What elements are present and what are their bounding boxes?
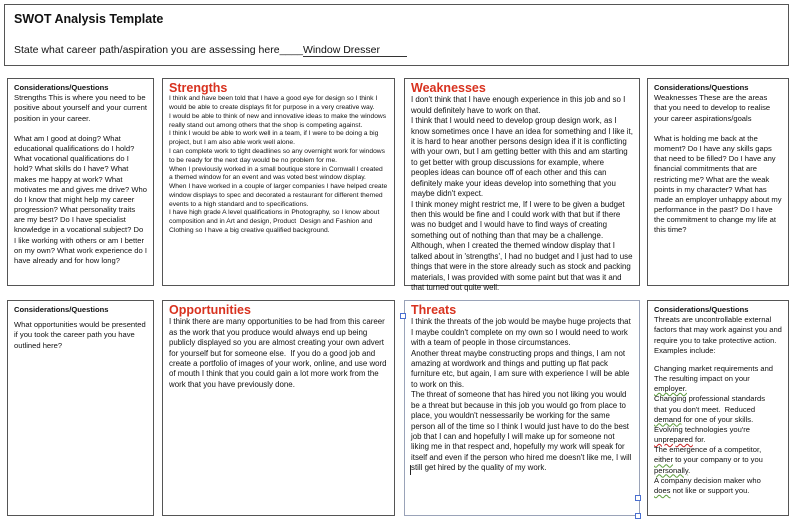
threats-text[interactable]: I think the threats of the job would be maybe huge projects that I maybe couldn't complete on my own so I would need to work with a team of people in those circumstances. Another threat maybe constructing props and things, I am not amazing at wordwork and things and putting up flat pack furniture etc, but again, I am sure with experience I will be able to work on this. The threat of someone that has hired you not liking you would be a threat but because in this job you would go from place to place, you wouldn't nessessarily be working for the same person all of the time so I think I would just have to do the best job that I can and hopefully I will make up for someone not liking me in that respect and, hopefully my work will speak for itself and even if the person who hired me doesn't like me, I will still get hired by the quality of my work. xyxy=(411,317,632,473)
strengths-considerations-text: Strengths This is where you need to be positive about yourself and your current position in your career. What am I good at doing? What educational qualifications do I hold? What vocational qualifications do I hold? What skills do I have? What makes me happy at work? What motivates me and gives me drive? Who do I know that might help my career progression? What personality traits are my best? Do I have specialist knowledge in a vocational subject? Do I like working with others or am I better on my own? What work experience do I have already and for how long? xyxy=(14,93,147,265)
page-title: SWOT Analysis Template xyxy=(14,12,164,26)
weaknesses-box[interactable] xyxy=(404,78,640,292)
weaknesses-text[interactable]: I don't think that I have enough experience in this job and so I would definitely have to work on that. I think that I would need to develop group design work, as I know sometimes once I have an idea for something and I like it, it is hard to hear another persons design idea if it is conflicting with your own, but I am getting better with this and am starting to get better with group discussions for example, where peoples ideas can bounce off of each other and this can definitely make your ideas develop into something that you maybe didn't expect. I think money might restrict me, If I were to be given a budget then this would be fine and I could work with that but if there was no budget and I would have to find ways of creating something out of nothing than that may be a challenge. Although, when I created the themed window display that I talked about in 'strengths', I had no budget and I just had to use things that were in the store already such as stock and packing materials, I was provided with some paint but that was it and that turned out quite well. xyxy=(411,95,633,292)
weaknesses-considerations-box xyxy=(647,78,789,286)
strengths-heading: Strengths xyxy=(169,81,228,95)
threats-considerations-intro: Threats are uncontrollable external factors that may work against you and require you to take protective action. Examples include: xyxy=(654,315,785,355)
strengths-considerations-heading: Considerations/Questions xyxy=(14,83,109,92)
career-path-field[interactable]: Window Dresser xyxy=(303,44,407,57)
weaknesses-considerations-text: Weaknesses These are the areas that you need to develop to realise your career aspirations/goals What is holding me back at the moment? Do I have any skills gaps that need to be filled? Do I have any financial commitments that are restricting me? What are the weak points in my character? What has made an employer unhappy about my performance in the past? Do I have the commitment to change my life at this time? xyxy=(654,93,782,235)
threats-considerations-heading: Considerations/Questions xyxy=(654,305,749,314)
opportunities-heading: Opportunities xyxy=(169,303,251,317)
resize-handle-top-left[interactable] xyxy=(400,313,406,319)
resize-handle-right[interactable] xyxy=(635,495,641,501)
threats-box[interactable] xyxy=(404,300,640,516)
threats-considerations-list: Changing market requirements and The resulting impact on your employer. Changing professional standards that you don't meet. Reduced demand for one of your skills. Evolving technologies you're unprepared for. The emergence of a competitor, either to your company or to you personally. A company decision maker who does not like or support you. xyxy=(654,363,774,495)
threats-heading: Threats xyxy=(411,303,457,317)
weaknesses-heading: Weaknesses xyxy=(411,81,486,95)
opportunities-considerations-text: What opportunities would be presented if you took the career path you have outlined here? xyxy=(14,320,148,350)
opportunities-text[interactable]: I think there are many opportunities to be had from this career as the work that you produce would always end up being publicly displayed so you are almost creating your own advert for yourself but for someone else. If you do a good job and create a portfolio of images of your work, online, and use word of mouth I think that you could gain a lot more work from the work that you have previously done. xyxy=(169,317,389,389)
career-path-prompt xyxy=(14,44,407,57)
opportunities-considerations-box xyxy=(7,300,154,516)
threats-considerations-box xyxy=(647,300,789,516)
header-box xyxy=(4,4,789,66)
weaknesses-considerations-heading: Considerations/Questions xyxy=(654,83,749,92)
strengths-text[interactable]: I think and have been told that I have a good eye for design so I think I would be able to create displays fit for purpose in a very creative way. I would be able to think of new and innovative ideas to make the windows really stand out among others that the shop is competing against. I think I would be able to work well in a team, if I were to be doing a big project, but I am also able work well alone. I can complete work to tight deadlines so any overnight work for windows to be ready for the next day would be no problem for me. When I previously worked in a small boutique store in Cornwall I created a themed window for an event and was voted best window display. When I have worked in a couple of larger companies I have helped create window displays to spec and decorated a restaurant for different themed events to a high standard and to specifications. I have high grade A level qualifications in Photography, so I know about composition and in Art and design, Product Design and Fashion and Clothing so I have a big creative qualified background. xyxy=(169,95,388,234)
strengths-considerations-box xyxy=(7,78,154,286)
opportunities-considerations-heading: Considerations/Questions xyxy=(14,305,109,314)
strengths-box[interactable] xyxy=(162,78,395,286)
resize-handle-bottom-right[interactable] xyxy=(635,513,641,519)
career-path-label: State what career path/aspiration you are assessing here____ xyxy=(14,44,303,56)
text-cursor xyxy=(410,465,411,475)
opportunities-box[interactable] xyxy=(162,300,395,516)
